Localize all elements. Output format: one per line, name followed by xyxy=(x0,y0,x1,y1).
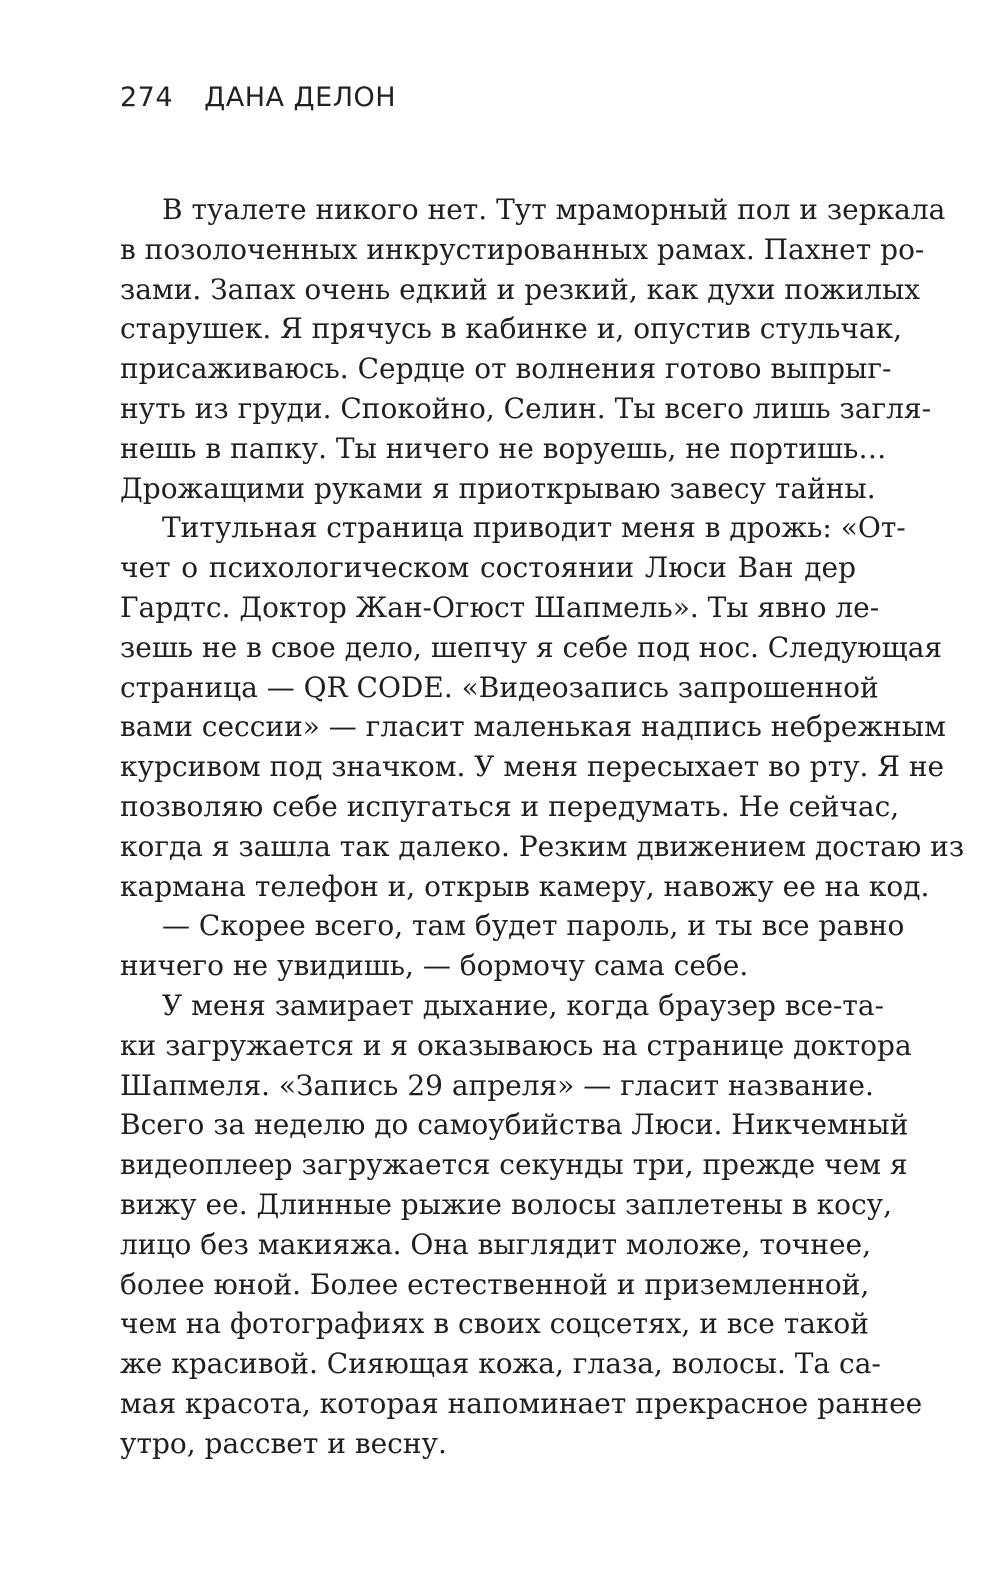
text-line: Дрожащими руками я приоткрываю завесу тайны. xyxy=(120,471,876,505)
text-line: страница — QR CODE. «Видеозапись запрошенной xyxy=(120,670,879,704)
text-line: зешь не в свое дело, шепчу я себе под нос. Следующая xyxy=(120,630,943,664)
paragraph-3 xyxy=(120,906,905,986)
text-line: — Скорее всего, там будет пароль, и ты все равно xyxy=(162,909,905,943)
paragraph-1 xyxy=(120,190,946,508)
text-line: вами сессии» — гласит маленькая надпись небрежным xyxy=(120,710,946,744)
text-line: зами. Запах очень едкий и резкий, как духи пожилых xyxy=(120,272,921,306)
text-line: лицо без макияжа. Она выглядит моложе, точнее, xyxy=(120,1227,872,1261)
text-line: Всего за неделю до самоубийства Люси. Никчемный xyxy=(120,1108,909,1142)
body-text xyxy=(120,190,965,1464)
text-line: чет о психологическом состоянии Люси Ван дер xyxy=(120,551,856,585)
text-line: же красивой. Сияющая кожа, глаза, волосы. Та са- xyxy=(120,1347,881,1381)
text-line: ничего не увидишь, — бормочу сама себе. xyxy=(120,949,749,983)
text-line: нешь в папку. Ты ничего не воруешь, не портишь… xyxy=(120,431,887,465)
text-line: В туалете никого нет. Тут мраморный пол и зеркала xyxy=(162,193,946,226)
text-line: присаживаюсь. Сердце от волнения готово выпрыг- xyxy=(120,352,892,386)
text-line: курсивом под значком. У меня пересыхает во рту. Я не xyxy=(120,750,945,784)
text-line: У меня замирает дыхание, когда браузер все-та- xyxy=(162,988,884,1022)
text-line: видеоплеер загружается секунды три, прежде чем я xyxy=(120,1148,908,1182)
page-number: 274 xyxy=(120,82,174,113)
text-line: старушек. Я прячусь в кабинке и, опустив стульчак, xyxy=(120,312,902,346)
text-line: Гардтс. Доктор Жан-Огюст Шапмель». Ты явно ле- xyxy=(120,590,880,624)
text-line: когда я зашла так далеко. Резким движением достаю из xyxy=(120,829,965,863)
author-name: ДАНА ДЕЛОН xyxy=(204,82,397,113)
text-line: чем на фотографиях в своих соцсетях, и все такой xyxy=(120,1307,869,1341)
text-line: позволяю себе испугаться и передумать. Не сейчас, xyxy=(120,789,900,823)
paragraph-2 xyxy=(120,508,965,906)
text-line: кармана телефон и, открыв камеру, навожу ее на код. xyxy=(120,869,930,903)
text-line: мая красота, которая напоминает прекрасное раннее xyxy=(120,1386,923,1420)
text-line: Шапмеля. «Запись 29 апреля» — гласит название. xyxy=(120,1068,874,1102)
running-head xyxy=(120,82,396,113)
text-line: в позолоченных инкрустированных рамах. Пахнет ро- xyxy=(120,232,925,266)
paragraph-4 xyxy=(120,986,923,1464)
text-line: ки загружается и я оказываюсь на странице доктора xyxy=(120,1028,912,1062)
text-line: более юной. Более естественной и приземленной, xyxy=(120,1267,870,1301)
text-line: вижу ее. Длинные рыжие волосы заплетены в косу, xyxy=(120,1187,892,1221)
text-line: Титульная страница приводит меня в дрожь: «От- xyxy=(162,511,906,545)
text-line: утро, рассвет и весну. xyxy=(120,1426,447,1460)
text-line: нуть из груди. Спокойно, Селин. Ты всего лишь загля- xyxy=(120,391,932,425)
